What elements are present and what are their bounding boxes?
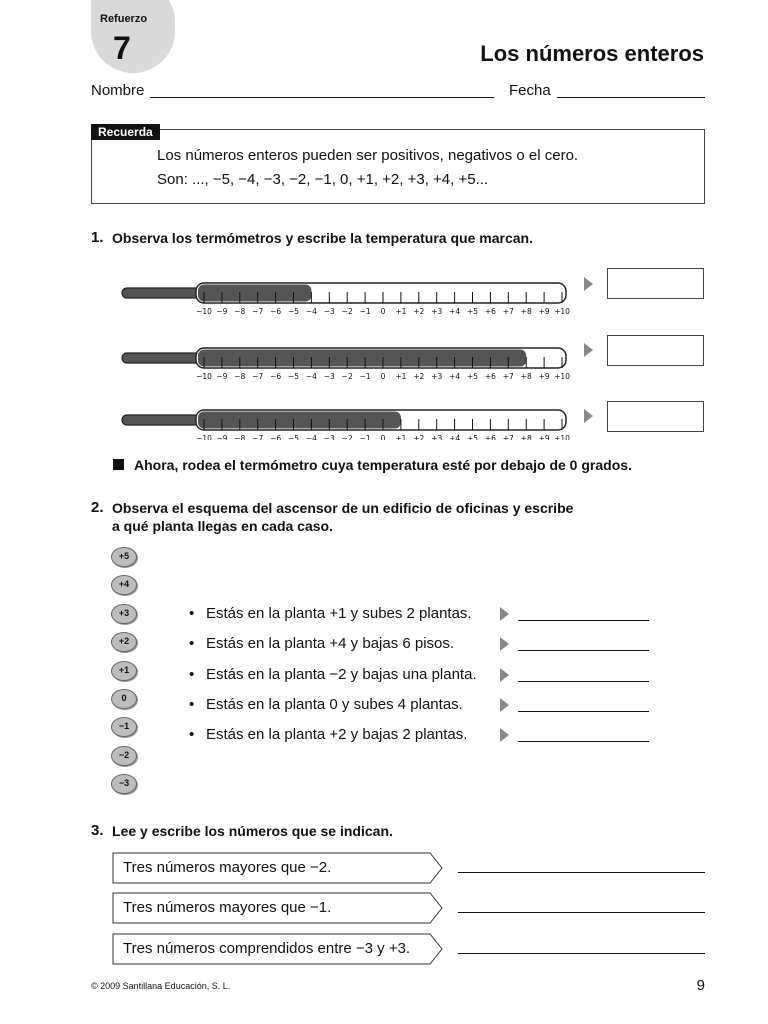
- tick-label: −6: [270, 372, 282, 381]
- floor-button: 0: [111, 689, 137, 709]
- tick-label: +3: [431, 307, 443, 316]
- tick-label: +1: [395, 372, 407, 381]
- tick-label: −6: [270, 307, 282, 316]
- tick-label: −3: [323, 434, 335, 440]
- bullet-icon: •: [189, 665, 195, 683]
- q2-item-text: Estás en la planta +4 y bajas 6 pisos.: [206, 635, 455, 653]
- tick-label: +10: [554, 434, 570, 440]
- q2-text-line-1: Observa el esquema del ascensor de un edificio de oficinas y escribe: [112, 500, 574, 516]
- tick-label: −9: [216, 434, 228, 440]
- unit-tab: [91, 0, 175, 73]
- tick-label: −7: [252, 434, 264, 440]
- floor-button: −3: [111, 774, 137, 794]
- tick-label: −5: [287, 434, 300, 440]
- tick-label: +1: [395, 434, 407, 440]
- q3-number: 3.: [91, 822, 104, 839]
- thermometer-stem: [122, 415, 208, 425]
- tick-label: +5: [466, 307, 479, 316]
- q2-item-text: Estás en la planta +1 y subes 2 plantas.: [206, 605, 472, 622]
- recuerda-box: [91, 129, 705, 204]
- tick-label: +10: [554, 307, 570, 316]
- q3-answer-line[interactable]: [458, 953, 705, 954]
- q2-answer-line[interactable]: [518, 620, 649, 621]
- date-field[interactable]: [557, 97, 705, 98]
- q2-number: 2.: [91, 499, 104, 516]
- q2-item-text: Estás en la planta −2 y bajas una planta.: [206, 665, 477, 683]
- tick-label: −2: [341, 307, 353, 316]
- q3-item-text: Tres números comprendidos entre −3 y +3.: [123, 939, 411, 957]
- tick-label: +7: [502, 307, 514, 316]
- q2-item-text: Estás en la planta 0 y subes 4 plantas.: [206, 695, 463, 713]
- tick-label: −8: [234, 372, 246, 381]
- tick-label: −10: [196, 434, 212, 440]
- tick-label: +3: [431, 372, 443, 381]
- floor-button: +3: [111, 604, 137, 624]
- tick-label: +2: [413, 434, 425, 440]
- tick-label: −9: [216, 307, 228, 316]
- tick-label: −1: [359, 307, 371, 316]
- q2-item-text: Estás en la planta +2 y bajas 2 plantas.: [206, 726, 468, 744]
- tick-label: +8: [520, 434, 532, 440]
- tick-label: +7: [502, 372, 514, 381]
- unit-number: 7: [113, 30, 131, 66]
- thermometer-stem: [122, 353, 208, 363]
- tick-label: −7: [252, 372, 264, 381]
- tick-label: −8: [234, 307, 246, 316]
- answer-box-2[interactable]: [607, 335, 704, 366]
- arrow-icon: [584, 343, 593, 357]
- tick-label: +8: [520, 372, 532, 381]
- square-bullet-icon: [113, 459, 124, 470]
- tick-label: +5: [466, 434, 479, 440]
- thermometer-2[interactable]: [122, 348, 570, 381]
- q1-text: Observa los termómetros y escribe la temperatura que marcan.: [112, 230, 533, 246]
- tick-label: +3: [431, 434, 443, 440]
- name-field[interactable]: [150, 97, 494, 98]
- floor-button: +2: [111, 632, 137, 652]
- tick-label: 0: [380, 307, 386, 316]
- tick-label: +6: [484, 434, 496, 440]
- thermometer-fill: [198, 412, 401, 429]
- tick-label: +9: [538, 434, 550, 440]
- tick-label: +9: [538, 372, 550, 381]
- tick-label: −2: [341, 372, 353, 381]
- tick-label: +4: [449, 307, 461, 316]
- tick-label: −4: [305, 307, 317, 316]
- tick-label: −8: [234, 434, 246, 440]
- tick-label: +7: [502, 434, 514, 440]
- arrow-icon: [500, 728, 509, 742]
- q1-number: 1.: [91, 229, 104, 246]
- tick-label: +2: [413, 307, 425, 316]
- tick-label: −10: [196, 307, 212, 316]
- arrow-icon: [500, 607, 509, 621]
- tick-label: −9: [216, 372, 228, 381]
- q2-text-line-2: a qué planta llegas en cada caso.: [112, 518, 333, 534]
- floor-button: −2: [111, 746, 137, 766]
- bullet-icon: •: [189, 635, 195, 653]
- tick-label: +1: [395, 307, 407, 316]
- arrow-icon: [584, 409, 593, 423]
- q1-sub-text: Ahora, rodea el termómetro cuya temperatura esté por debajo de 0 grados.: [134, 457, 632, 473]
- tick-label: +6: [484, 307, 496, 316]
- arrow-icon: [500, 668, 509, 682]
- q3-item-text: Tres números mayores que −1.: [123, 899, 332, 917]
- floor-button: −1: [111, 717, 137, 737]
- arrow-icon: [500, 698, 509, 712]
- thermometer-fill: [198, 285, 311, 302]
- floor-button: +1: [111, 661, 137, 681]
- q3-answer-line[interactable]: [458, 912, 705, 913]
- thermometer-fill: [198, 350, 526, 367]
- q3-item-text: Tres números mayores que −2.: [123, 859, 332, 876]
- floor-button: +5: [111, 547, 137, 567]
- tick-label: −1: [359, 434, 371, 440]
- tick-label: −4: [305, 372, 317, 381]
- page-title: Los números enteros: [480, 41, 704, 66]
- tick-label: −4: [305, 434, 317, 440]
- q3-text: Lee y escribe los números que se indican.: [112, 823, 393, 839]
- q2-answer-line[interactable]: [518, 741, 649, 742]
- page-number: 9: [696, 977, 705, 994]
- tick-label: +5: [466, 372, 479, 381]
- tick-label: −2: [341, 434, 353, 440]
- bullet-icon: •: [189, 726, 195, 744]
- date-label: Fecha: [509, 82, 551, 99]
- recuerda-line-1: Los números enteros pueden ser positivos, negativos o el cero.: [157, 147, 579, 164]
- thermometer-1[interactable]: [122, 283, 570, 316]
- recuerda-line-2: Son: ..., −5, −4, −3, −2, −1, 0, +1, +2, +3, +4, +5...: [157, 171, 489, 188]
- tick-label: −6: [270, 434, 282, 440]
- thermometer-stem: [122, 288, 208, 298]
- q2-answer-line[interactable]: [518, 681, 649, 682]
- answer-box-1[interactable]: [607, 268, 704, 299]
- tick-label: +2: [413, 372, 425, 381]
- tick-label: −3: [323, 307, 335, 316]
- thermometer-3[interactable]: [122, 410, 570, 440]
- tick-label: −10: [196, 372, 212, 381]
- tick-label: −1: [359, 372, 371, 381]
- q2-answer-line[interactable]: [518, 650, 649, 651]
- tick-label: −7: [252, 307, 264, 316]
- tick-label: +4: [449, 372, 461, 381]
- tick-label: +9: [538, 307, 550, 316]
- tick-label: +6: [484, 372, 496, 381]
- recuerda-tag: Recuerda: [91, 124, 160, 140]
- tick-label: +8: [520, 307, 532, 316]
- tick-label: +4: [449, 434, 461, 440]
- bullet-icon: •: [189, 695, 195, 713]
- tick-label: −5: [287, 307, 300, 316]
- tick-label: −5: [287, 372, 300, 381]
- tick-label: 0: [380, 434, 386, 440]
- copyright: © 2009 Santillana Educación, S. L.: [91, 981, 231, 991]
- q3-answer-line[interactable]: [458, 872, 705, 873]
- floor-button: +4: [111, 575, 137, 595]
- tick-label: 0: [380, 372, 386, 381]
- tick-label: −3: [323, 372, 335, 381]
- arrow-icon: [500, 637, 509, 651]
- bullet-icon: •: [189, 605, 195, 622]
- tick-label: +10: [554, 372, 570, 381]
- arrow-icon: [584, 277, 593, 291]
- unit-tab-label: Refuerzo: [100, 13, 148, 25]
- q2-answer-line[interactable]: [518, 711, 649, 712]
- name-label: Nombre: [91, 82, 145, 99]
- answer-box-3[interactable]: [607, 401, 704, 432]
